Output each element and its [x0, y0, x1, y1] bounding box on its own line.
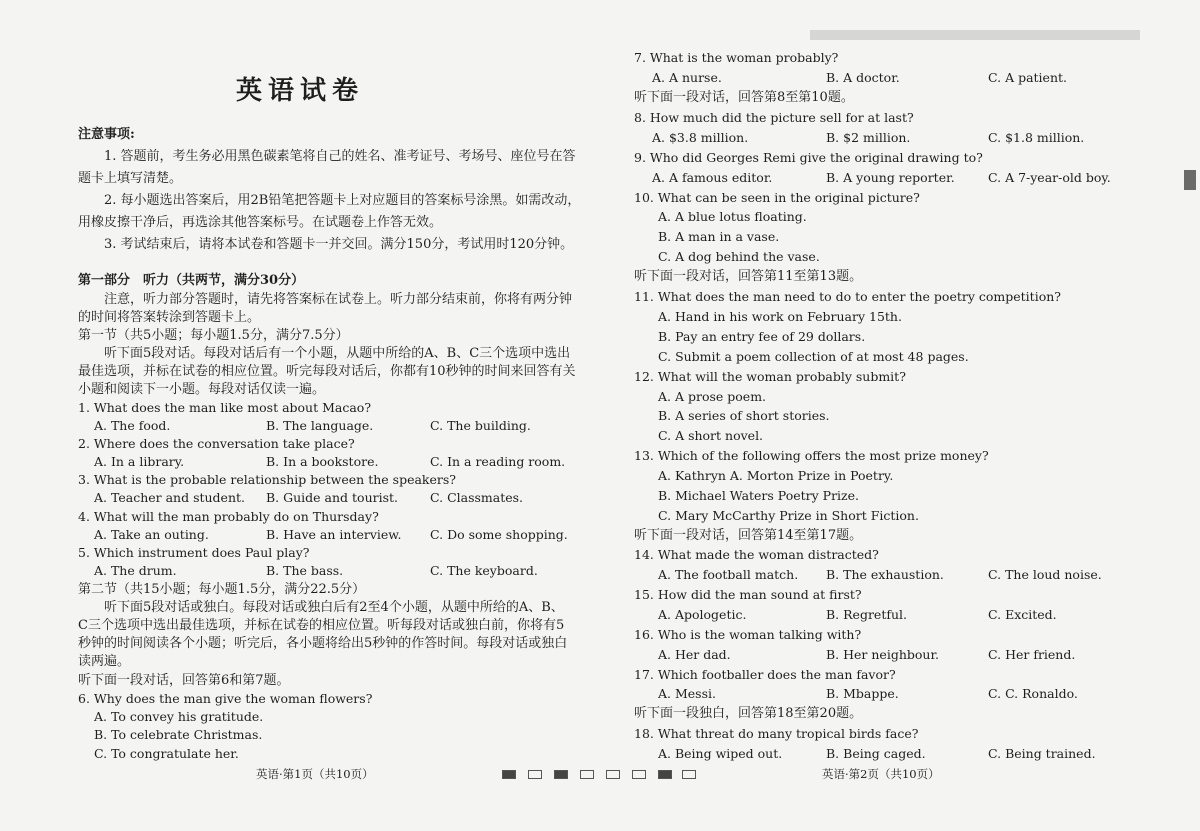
option-b: B. A man in a vase. [658, 229, 780, 244]
question-stem: 12. What will the woman probably submit? [634, 369, 906, 384]
option-a: A. To convey his gratitude. [94, 709, 264, 724]
listen-instruction: 听下面一段对话，回答第8至第10题。 [634, 90, 854, 105]
page-right [600, 0, 1200, 831]
page-footer-right: 英语·第2页（共10页） [822, 767, 940, 781]
option-c: C. The keyboard. [430, 563, 538, 578]
question-stem: 1. What does the man like most about Macao? [78, 400, 372, 415]
question-stem: 17. Which footballer does the man favor? [634, 667, 896, 682]
registration-mark [554, 770, 568, 779]
option-a: A. Being wiped out. [658, 746, 783, 761]
option-b: B. A young reporter. [826, 170, 955, 185]
option-c: C. In a reading room. [430, 454, 566, 469]
option-b: B. To celebrate Christmas. [94, 727, 263, 742]
section2-intro: 听下面5段对话或独白。每段对话或独白后有2至4个小题，从题中所给的A、B、 [104, 600, 564, 615]
option-a: A. The food. [94, 418, 171, 433]
option-b: B. Pay an entry fee of 29 dollars. [658, 329, 866, 344]
question-stem: 11. What does the man need to do to enter the poetry competition? [634, 289, 1061, 304]
option-c: C. A dog behind the vase. [658, 249, 820, 264]
question-stem: 5. Which instrument does Paul play? [78, 545, 310, 560]
section2-intro: 秒钟的时间阅读各个小题；听完后，各小题将给出5秒钟的作答时间。每段对话或独白 [78, 636, 568, 651]
listen-instruction: 听下面一段对话，回答第11至第13题。 [634, 269, 863, 284]
question-stem: 15. How did the man sound at first? [634, 587, 862, 602]
option-b: B. Mbappe. [826, 686, 899, 701]
question-stem: 10. What can be seen in the original picture? [634, 190, 920, 205]
option-b: B. The exhaustion. [826, 567, 944, 582]
notice-line: 1. 答题前，考生务必用黑色碳素笔将自己的姓名、准考证号、考场号、座位号在答 [104, 149, 576, 164]
listen-instruction: 听下面一段对话，回答第14至第17题。 [634, 528, 863, 543]
option-a: A. Kathryn A. Morton Prize in Poetry. [658, 468, 894, 483]
option-a: A. Her dad. [658, 647, 731, 662]
listen-instruction: 听下面一段对话，回答第6和第7题。 [78, 673, 290, 688]
option-a: A. A nurse. [652, 70, 722, 85]
question-stem: 9. Who did Georges Remi give the original drawing to? [634, 150, 983, 165]
option-b: B. The bass. [266, 563, 344, 578]
registration-mark [502, 770, 516, 779]
option-c: C. The loud noise. [988, 567, 1102, 582]
notice-line: 用橡皮擦干净后，再选涂其他答案标号。在试题卷上作答无效。 [78, 215, 443, 230]
registration-mark [580, 770, 594, 779]
option-a: A. The drum. [94, 563, 177, 578]
option-c: C. The building. [430, 418, 531, 433]
question-stem: 8. How much did the picture sell for at last? [634, 110, 914, 125]
option-a: A. Messi. [658, 686, 716, 701]
page-footer-left: 英语·第1页（共10页） [256, 767, 374, 781]
option-b: B. Michael Waters Poetry Prize. [658, 488, 860, 503]
option-a: A. A famous editor. [652, 170, 773, 185]
notice-line: 题卡上填写清楚。 [78, 171, 183, 186]
option-c: C. Being trained. [988, 746, 1096, 761]
section2-heading: 第二节（共15小题；每小题1.5分，满分22.5分） [78, 582, 366, 597]
question-stem: 13. Which of the following offers the most prize money? [634, 448, 989, 463]
option-a: A. Apologetic. [658, 607, 747, 622]
option-c: C. A 7-year-old boy. [988, 170, 1111, 185]
option-c: C. A patient. [988, 70, 1067, 85]
option-b: B. Regretful. [826, 607, 907, 622]
option-c: C. Mary McCarthy Prize in Short Fiction. [658, 508, 919, 523]
question-stem: 7. What is the woman probably? [634, 50, 839, 65]
option-b: B. Her neighbour. [826, 647, 940, 662]
question-stem: 14. What made the woman distracted? [634, 547, 879, 562]
notice-line: 2. 每小题选出答案后，用2B铅笔把答题卡上对应题目的答案标号涂黑。如需改动， [104, 193, 581, 208]
option-a: A. Take an outing. [94, 527, 209, 542]
option-b: B. Being caged. [826, 746, 926, 761]
option-c: C. Do some shopping. [430, 527, 568, 542]
notice-line: 3. 考试结束后，请将本试卷和答题卡一并交回。满分150分，考试用时120分钟。 [104, 237, 574, 252]
option-b: B. A series of short stories. [658, 408, 830, 423]
section1-heading: 第一节（共5小题；每小题1.5分，满分7.5分） [78, 328, 349, 343]
question-stem: 16. Who is the woman talking with? [634, 627, 862, 642]
part1-heading: 第一部分 听力（共两节，满分30分） [78, 273, 305, 288]
question-stem: 2. Where does the conversation take place? [78, 436, 355, 451]
option-b: B. A doctor. [826, 70, 900, 85]
option-a: A. In a library. [94, 454, 185, 469]
question-stem: 3. What is the probable relationship between the speakers? [78, 472, 456, 487]
option-b: B. The language. [266, 418, 374, 433]
option-a: A. Teacher and student. [94, 490, 246, 505]
section2-intro: C三个选项中选出最佳选项，并标在试卷的相应位置。听每段对话或独白前，你将有5 [78, 618, 565, 633]
section1-intro: 听下面5段对话。每段对话后有一个小题，从题中所给的A、B、C三个选项中选出 [104, 346, 571, 361]
option-a: A. A blue lotus floating. [658, 209, 807, 224]
option-c: C. C. Ronaldo. [988, 686, 1078, 701]
registration-mark [528, 770, 542, 779]
option-b: B. $2 million. [826, 130, 911, 145]
question-stem: 4. What will the man probably do on Thursday? [78, 509, 379, 524]
option-a: A. A prose poem. [658, 389, 767, 404]
listen-instruction: 听下面一段独白，回答第18至第20题。 [634, 706, 863, 721]
exam-title: 英语试卷 [235, 76, 364, 106]
question-stem: 6. Why does the man give the woman flowers? [78, 691, 373, 706]
option-c: C. Her friend. [988, 647, 1076, 662]
option-a: A. The football match. [658, 567, 799, 582]
option-c: C. To congratulate her. [94, 746, 239, 761]
option-b: B. Have an interview. [266, 527, 402, 542]
part1-intro: 的时间将答案转涂到答题卡上。 [78, 310, 261, 325]
option-b: B. In a bookstore. [266, 454, 379, 469]
part1-intro: 注意，听力部分答题时，请先将答案标在试卷上。听力部分结束前，你将有两分钟 [104, 292, 573, 307]
option-c: C. Excited. [988, 607, 1057, 622]
notice-heading: 注意事项: [78, 127, 135, 142]
section2-intro: 读两遍。 [78, 654, 131, 669]
option-a: A. Hand in his work on February 15th. [658, 309, 902, 324]
section1-intro: 最佳选项，并标在试卷的相应位置。听完每段对话后，你都有10秒钟的时间来回答有关 [78, 364, 576, 379]
question-stem: 18. What threat do many tropical birds face? [634, 726, 919, 741]
option-c: C. Classmates. [430, 490, 524, 505]
section1-intro: 小题和阅读下一小题。每段对话仅读一遍。 [78, 382, 326, 397]
option-c: C. $1.8 million. [988, 130, 1085, 145]
option-c: C. A short novel. [658, 428, 764, 443]
option-c: C. Submit a poem collection of at most 48 pages. [658, 349, 969, 364]
option-a: A. $3.8 million. [652, 130, 749, 145]
option-b: B. Guide and tourist. [266, 490, 399, 505]
